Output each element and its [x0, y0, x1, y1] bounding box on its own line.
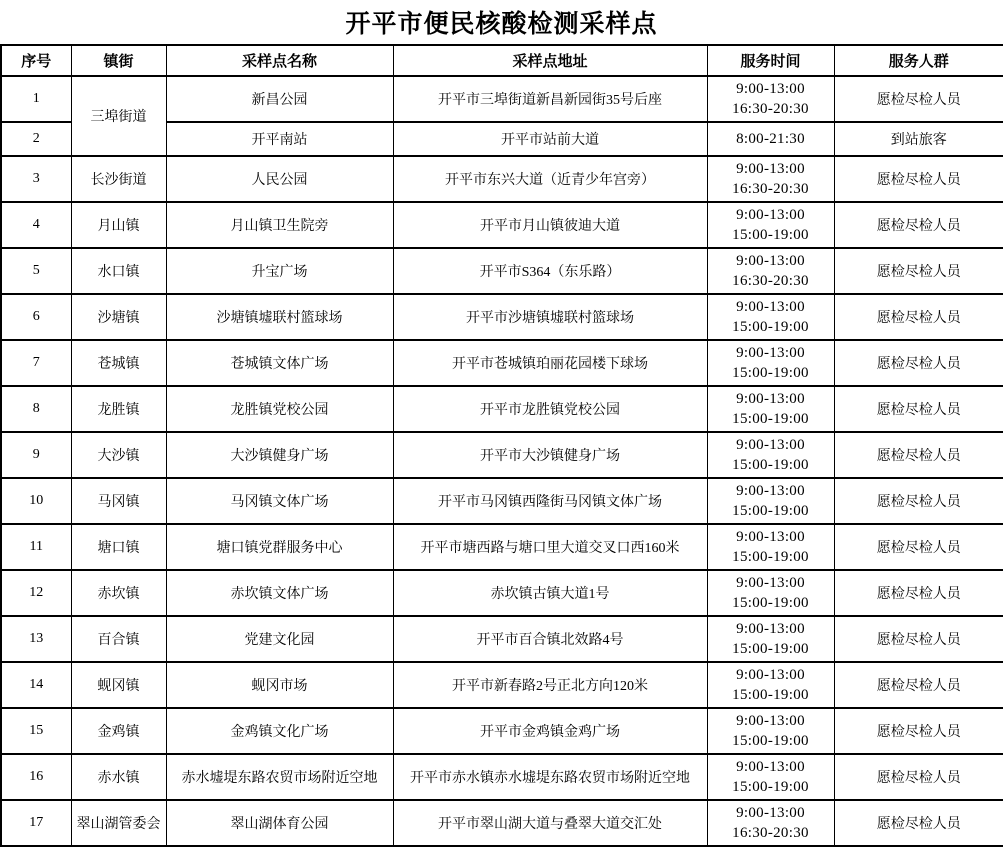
cell-service-time [707, 708, 834, 754]
cell-service-time [707, 248, 834, 294]
cell-serial: 16 [1, 754, 71, 800]
cell-town: 赤水镇 [71, 754, 166, 800]
cell-site-name: 赤坎镇文体广场 [166, 570, 393, 616]
cell-site-name: 大沙镇健身广场 [166, 432, 393, 478]
cell-service-time [707, 662, 834, 708]
service-time-line: 9:00-13:00 [736, 390, 805, 407]
col-header-service-time: 服务时间 [707, 45, 834, 76]
cell-town: 水口镇 [71, 248, 166, 294]
cell-service-time [707, 524, 834, 570]
cell-site-name: 赤水墟堤东路农贸市场附近空地 [166, 754, 393, 800]
cell-service-time [707, 432, 834, 478]
cell-address: 开平市金鸡镇金鸡广场 [393, 708, 707, 754]
cell-town: 赤坎镇 [71, 570, 166, 616]
cell-address: 开平市三埠街道新昌新园街35号后座 [393, 76, 707, 122]
service-time-line: 9:00-13:00 [736, 160, 805, 177]
cell-service-group: 愿检尽检人员 [834, 386, 1003, 432]
col-header-town: 镇街 [71, 45, 166, 76]
cell-town: 苍城镇 [71, 340, 166, 386]
cell-address: 开平市新春路2号正北方向120米 [393, 662, 707, 708]
service-time-line: 15:00-19:00 [732, 779, 809, 795]
cell-serial: 1 [1, 76, 71, 122]
table-row [1, 202, 1003, 248]
cell-service-group: 愿检尽检人员 [834, 616, 1003, 662]
service-time-line: 9:00-13:00 [736, 80, 805, 97]
cell-address: 开平市翠山湖大道与叠翠大道交汇处 [393, 800, 707, 846]
cell-service-group: 愿检尽检人员 [834, 248, 1003, 294]
cell-service-time [707, 800, 834, 846]
cell-site-name: 马冈镇文体广场 [166, 478, 393, 524]
cell-town: 三埠街道 [71, 76, 166, 156]
cell-serial: 11 [1, 524, 71, 570]
table-row [1, 248, 1003, 294]
sampling-points-table [0, 44, 1003, 847]
service-time-line: 9:00-13:00 [736, 620, 805, 637]
service-time-line: 9:00-13:00 [736, 206, 805, 223]
cell-site-name: 月山镇卫生院旁 [166, 202, 393, 248]
cell-serial: 2 [1, 122, 71, 156]
cell-address: 开平市S364（东乐路） [393, 248, 707, 294]
service-time-line: 9:00-13:00 [736, 574, 805, 591]
table-row [1, 294, 1003, 340]
cell-serial: 14 [1, 662, 71, 708]
cell-town: 大沙镇 [71, 432, 166, 478]
service-time-line: 9:00-13:00 [736, 712, 805, 729]
table-row [1, 386, 1003, 432]
cell-service-group: 愿检尽检人员 [834, 156, 1003, 202]
cell-service-group: 愿检尽检人员 [834, 478, 1003, 524]
service-time-line: 15:00-19:00 [732, 503, 809, 519]
cell-town: 龙胜镇 [71, 386, 166, 432]
cell-address: 开平市赤水镇赤水墟堤东路农贸市场附近空地 [393, 754, 707, 800]
cell-service-time [707, 570, 834, 616]
cell-service-group: 愿检尽检人员 [834, 708, 1003, 754]
cell-serial: 15 [1, 708, 71, 754]
table-row [1, 340, 1003, 386]
cell-service-group: 愿检尽检人员 [834, 340, 1003, 386]
service-time-line: 9:00-13:00 [736, 252, 805, 269]
cell-address: 开平市沙塘镇墟联村篮球场 [393, 294, 707, 340]
cell-address: 开平市龙胜镇党校公园 [393, 386, 707, 432]
cell-service-group: 愿检尽检人员 [834, 432, 1003, 478]
service-time-line: 9:00-13:00 [736, 804, 805, 821]
cell-site-name: 新昌公园 [166, 76, 393, 122]
cell-serial: 3 [1, 156, 71, 202]
service-time-line: 9:00-13:00 [736, 344, 805, 361]
service-time-line: 16:30-20:30 [732, 101, 809, 117]
cell-site-name: 升宝广场 [166, 248, 393, 294]
cell-serial: 5 [1, 248, 71, 294]
cell-address: 开平市百合镇北效路4号 [393, 616, 707, 662]
table-row [1, 800, 1003, 846]
table-row [1, 432, 1003, 478]
service-time-line: 15:00-19:00 [732, 319, 809, 335]
col-header-service-group: 服务人群 [834, 45, 1003, 76]
service-time-line: 15:00-19:00 [732, 641, 809, 657]
cell-address: 赤坎镇古镇大道1号 [393, 570, 707, 616]
cell-service-group: 愿检尽检人员 [834, 294, 1003, 340]
cell-site-name: 塘口镇党群服务中心 [166, 524, 393, 570]
cell-serial: 9 [1, 432, 71, 478]
service-time-line: 16:30-20:30 [732, 273, 809, 289]
cell-service-group: 愿检尽检人员 [834, 76, 1003, 122]
table-row [1, 708, 1003, 754]
cell-service-time [707, 202, 834, 248]
table-body [1, 76, 1003, 846]
cell-town: 百合镇 [71, 616, 166, 662]
table-row [1, 156, 1003, 202]
service-time-line: 15:00-19:00 [732, 549, 809, 565]
cell-serial: 8 [1, 386, 71, 432]
table-row [1, 478, 1003, 524]
cell-town: 长沙街道 [71, 156, 166, 202]
service-time-line: 15:00-19:00 [732, 595, 809, 611]
service-time-line: 8:00-21:30 [736, 130, 805, 147]
cell-town: 沙塘镇 [71, 294, 166, 340]
cell-town: 翠山湖管委会 [71, 800, 166, 846]
cell-service-time [707, 340, 834, 386]
service-time-line: 9:00-13:00 [736, 528, 805, 545]
cell-address: 开平市塘西路与塘口里大道交叉口西160米 [393, 524, 707, 570]
cell-service-group: 愿检尽检人员 [834, 524, 1003, 570]
cell-site-name: 翠山湖体育公园 [166, 800, 393, 846]
cell-serial: 6 [1, 294, 71, 340]
cell-serial: 4 [1, 202, 71, 248]
cell-site-name: 沙塘镇墟联村篮球场 [166, 294, 393, 340]
cell-town: 马冈镇 [71, 478, 166, 524]
table-row [1, 754, 1003, 800]
cell-address: 开平市大沙镇健身广场 [393, 432, 707, 478]
cell-service-time [707, 754, 834, 800]
cell-serial: 10 [1, 478, 71, 524]
table-row [1, 662, 1003, 708]
service-time-line: 15:00-19:00 [732, 227, 809, 243]
cell-site-name: 开平南站 [166, 122, 393, 156]
cell-site-name: 金鸡镇文化广场 [166, 708, 393, 754]
cell-serial: 7 [1, 340, 71, 386]
service-time-line: 9:00-13:00 [736, 666, 805, 683]
header-row [1, 45, 1003, 76]
cell-town: 塘口镇 [71, 524, 166, 570]
cell-town: 金鸡镇 [71, 708, 166, 754]
cell-service-time [707, 616, 834, 662]
cell-serial: 12 [1, 570, 71, 616]
service-time-line: 15:00-19:00 [732, 687, 809, 703]
cell-service-group: 愿检尽检人员 [834, 662, 1003, 708]
cell-service-time [707, 156, 834, 202]
cell-address: 开平市苍城镇珀丽花园楼下球场 [393, 340, 707, 386]
cell-serial: 13 [1, 616, 71, 662]
cell-town: 蚬冈镇 [71, 662, 166, 708]
cell-address: 开平市东兴大道（近青少年宫旁） [393, 156, 707, 202]
cell-site-name: 蚬冈市场 [166, 662, 393, 708]
table-row [1, 616, 1003, 662]
table-row [1, 570, 1003, 616]
cell-service-group: 到站旅客 [834, 122, 1003, 156]
cell-service-time [707, 294, 834, 340]
service-time-line: 16:30-20:30 [732, 181, 809, 197]
col-header-site-name: 采样点名称 [166, 45, 393, 76]
cell-address: 开平市月山镇彼迪大道 [393, 202, 707, 248]
cell-site-name: 人民公园 [166, 156, 393, 202]
cell-town: 月山镇 [71, 202, 166, 248]
cell-address: 开平市站前大道 [393, 122, 707, 156]
service-time-line: 15:00-19:00 [732, 411, 809, 427]
service-time-line: 15:00-19:00 [732, 733, 809, 749]
service-time-line: 9:00-13:00 [736, 298, 805, 315]
cell-service-group: 愿检尽检人员 [834, 570, 1003, 616]
cell-site-name: 党建文化园 [166, 616, 393, 662]
service-time-line: 15:00-19:00 [732, 365, 809, 381]
cell-serial: 17 [1, 800, 71, 846]
service-time-line: 9:00-13:00 [736, 482, 805, 499]
cell-service-time [707, 478, 834, 524]
cell-service-group: 愿检尽检人员 [834, 202, 1003, 248]
service-time-line: 9:00-13:00 [736, 436, 805, 453]
table-row [1, 524, 1003, 570]
cell-site-name: 龙胜镇党校公园 [166, 386, 393, 432]
table-row [1, 76, 1003, 122]
cell-service-group: 愿检尽检人员 [834, 754, 1003, 800]
cell-service-time [707, 386, 834, 432]
page-title: 开平市便民核酸检测采样点 [345, 11, 658, 38]
service-time-line: 15:00-19:00 [732, 457, 809, 473]
cell-address: 开平市马冈镇西隆街马冈镇文体广场 [393, 478, 707, 524]
cell-service-time [707, 76, 834, 122]
service-time-line: 9:00-13:00 [736, 758, 805, 775]
service-time-line: 16:30-20:30 [732, 825, 809, 841]
cell-service-group: 愿检尽检人员 [834, 800, 1003, 846]
cell-service-time [707, 122, 834, 156]
cell-site-name: 苍城镇文体广场 [166, 340, 393, 386]
col-header-serial: 序号 [1, 45, 71, 76]
col-header-address: 采样点地址 [393, 45, 707, 76]
